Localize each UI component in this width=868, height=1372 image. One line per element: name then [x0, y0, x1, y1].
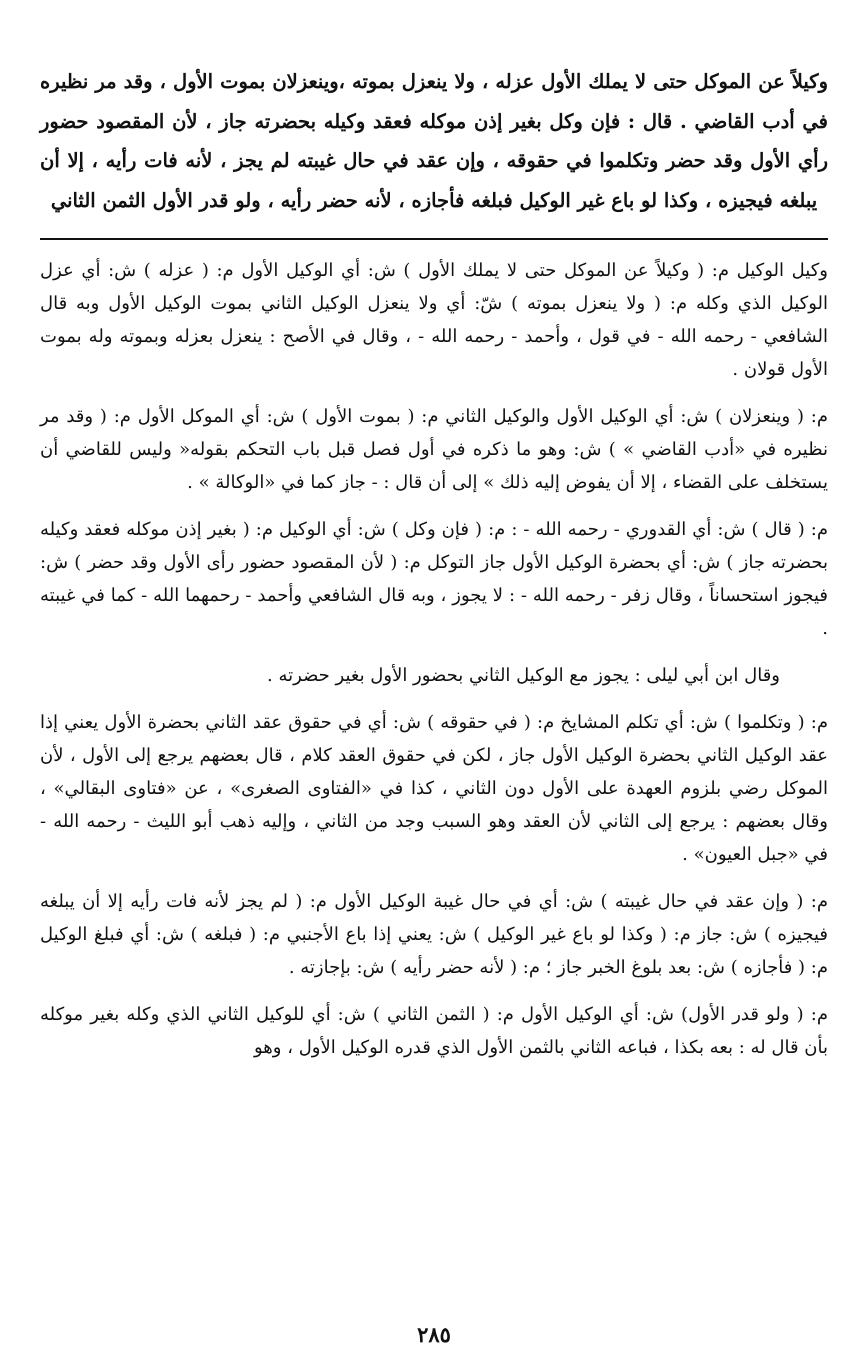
commentary-paragraph: م: ( وتكلموا ) ش: أي تكلم المشايخ م: ( في حقوقه ) ش: أي في حقوق عقد الثاني بحضرة الأول يعني إذا عقد الوكيل الثاني بحضرة الوكيل الأول جاز ، لكن في حقوق العقد كلام ، قال بعضهم يرجع إلى الأول ، لأن الموكل رضي بلزوم العهدة على الأول دون الثاني ، كذا في «الفتاوى الصغرى» ، عن «فتاوى البقالي» ، وقال بعضهم : يرجع إلى الثاني لأن العقد وهو السبب وجد من الثاني ، وإليه ذهب أبو الليث - رحمه الله - في «جبل العيون» . [40, 712, 828, 865]
commentary-paragraph: م: ( وينعزلان ) ش: أي الوكيل الأول والوكيل الثاني م: ( بموت الأول ) ش: أي الموكل الأول م: ( وقد مر نظيره في «أدب القاضي » ) ش: وهو ما ذكره في أول فصل قبل باب التحكم بقوله« وليس للقاضي أن يستخلف على القضاء ، إلا أن يفوض إليه ذلك » إلى أن قال : - جاز كما في «الوكالة » . [40, 406, 828, 493]
commentary-paragraph: وكيل الوكيل م: ( وكيلاً عن الموكل حتى لا يملك الأول ) ش: أي الوكيل الأول م: ( عزله ) ش: أي عزل الوكيل الذي وكله م: ( ولا ينعزل بموته ) شّ: أي ولا ينعزل الوكيل الثاني بموت الوكيل الأول وبه قال الشافعي - رحمه الله - في قول ، وأحمد - رحمه الله - ، وقال في الأصح : ينعزل بعزله وبموته وله بموت الأول قولان . [40, 260, 828, 380]
commentary-paragraph: وقال ابن أبي ليلى : يجوز مع الوكيل الثاني بحضور الأول بغير حضرته . [267, 665, 780, 686]
commentary-paragraph: م: ( ولو قدر الأول) ش: أي الوكيل الأول م: ( الثمن الثاني ) ش: أي للوكيل الثاني الذي وكله بغير موكله بأن قال له : بعه بكذا ، فباعه الثاني بالثمن الأول الذي قدره الوكيل الأول ، وهو [40, 1004, 828, 1058]
commentary-paragraph: م: ( قال ) ش: أي القدوري - رحمه الله - : م: ( فإن وكل ) ش: أي الوكيل م: ( بغير إذن موكله فعقد وكيله بحضرته جاز ) ش: أي بحضرة الوكيل الأول جاز التوكل م: ( لأن المقصود حضور رأى الأول وقد حضر ) ش: فيجوز استحساناً ، وقال زفر - رحمه الله - : لا يجوز ، وبه قال الشافعي وأحمد - رحمهما الله - كما في غيبته . [40, 519, 828, 639]
book-page [40, 62, 828, 1372]
main-text: وكيلاً عن الموكل حتى لا يملك الأول عزله ، ولا ينعزل بموته ،وينعزلان بموت الأول ، وقد مر نظيره في أدب القاضي . قال : فإن وكل بغير إذن موكله فعقد وكيله بحضرته جاز ، لأن المقصود حضور رأي الأول وقد حضر وتكلموا في حقوقه ، وإن عقد في حال غيبته لم يجز ، لأنه فات رأيه ، إلا أن يبلغه فيجيزه ، وكذا لو باع غير الوكيل فبلغه فأجازه ، لأنه حضر رأيه ، ولو قدر الأول الثمن الثاني [40, 70, 828, 212]
page-number: ٢٨٥ [417, 1322, 451, 1347]
commentary-paragraph: م: ( وإن عقد في حال غيبته ) ش: أي في حال غيبة الوكيل الأول م: ( لم يجز لأنه فات رأيه إلا أن يبلغه فيجيزه ) ش: جاز م: ( وكذا لو باع غير الوكيل ) ش: يعني إذا باع الأجنبي م: ( فبلغه ) ش: أي فبلغ الوكيل م: ( فأجازه ) ش: بعد بلوغ الخبر جاز ؛ م: ( لأنه حضر رأيه ) ش: بإجازته . [40, 891, 828, 978]
commentary [40, 254, 828, 1064]
separator-rule [40, 238, 828, 240]
